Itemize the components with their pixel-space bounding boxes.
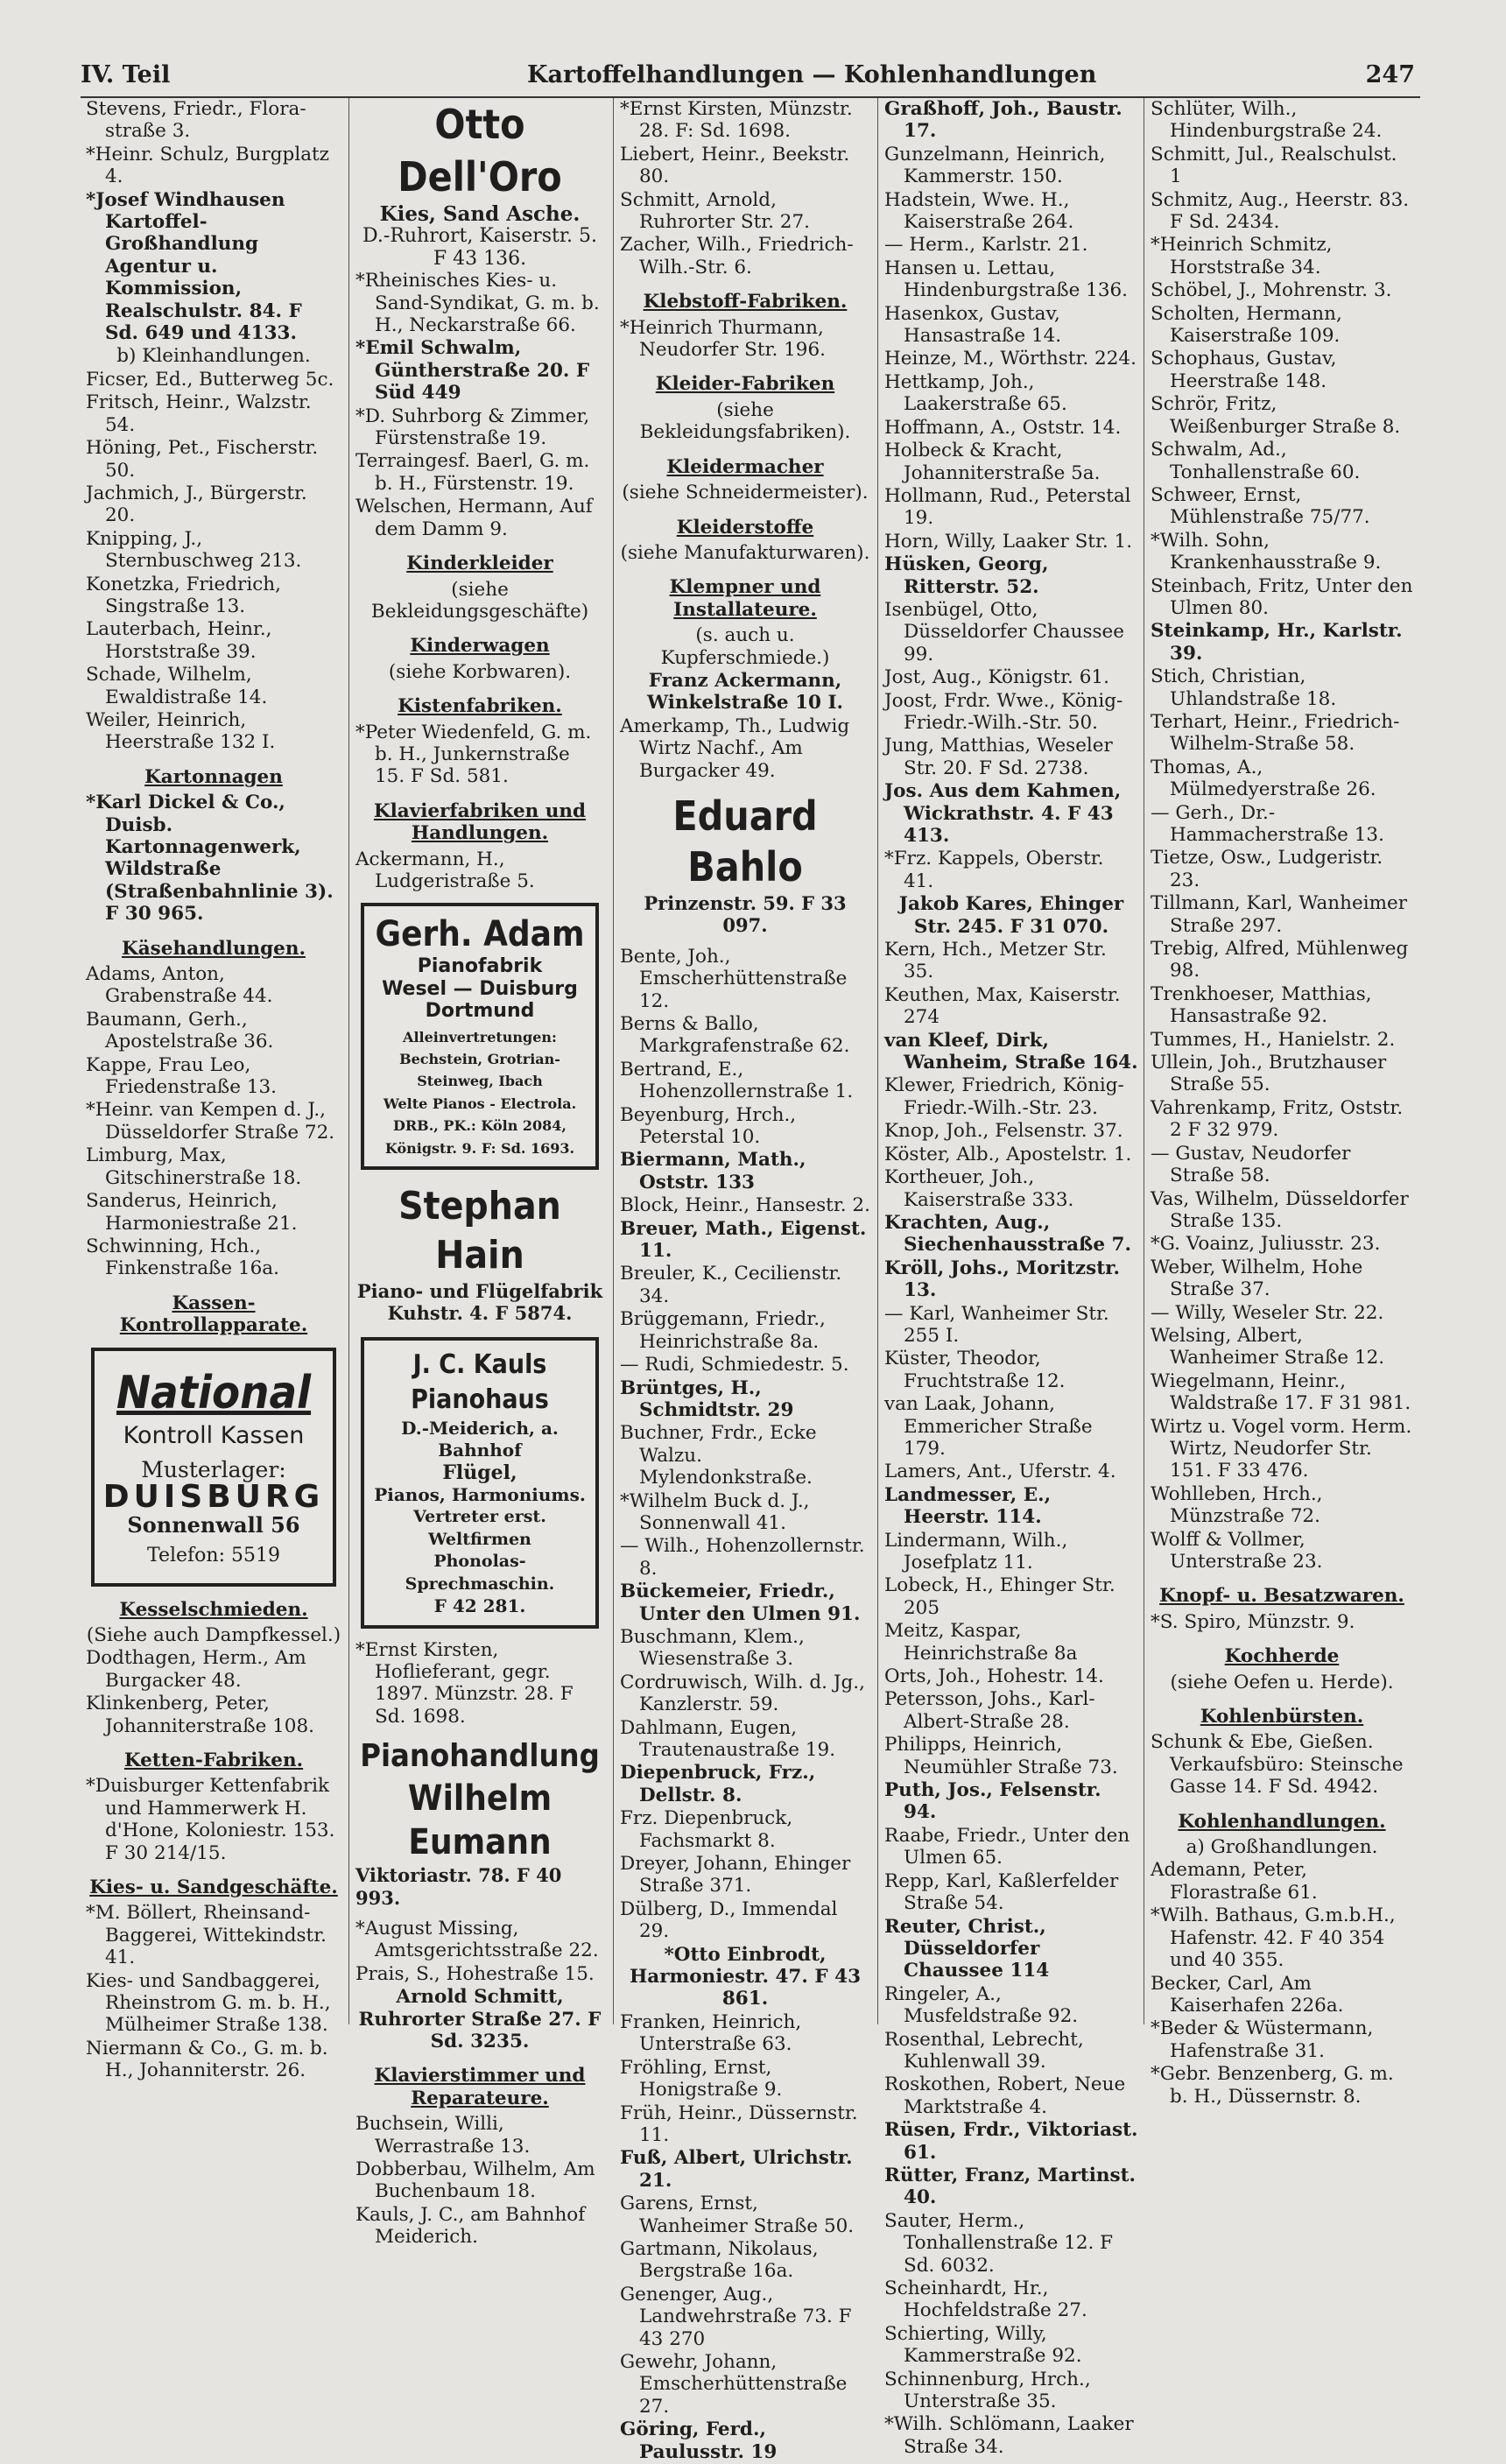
directory-entry: Limburg, Max, Gitschinerstraße 18. [86, 1144, 302, 1189]
directory-entry: Philipps, Heinrich, Neumühler Straße 73. [884, 1734, 1118, 1778]
directory-entry: (siehe Bekleidungsgeschäfte) [370, 578, 589, 623]
directory-entry: Franken, Heinrich, Unterstraße 63. [620, 2010, 802, 2056]
directory-entry: Dodthagen, Herm., Am Burgacker 48. [86, 1647, 306, 1692]
section-heading: Kochherde [1224, 1645, 1340, 1668]
directory-entry: Hansen u. Lettau, Hindenburgstraße 136. [884, 257, 1129, 302]
column-3 [620, 98, 870, 2464]
directory-entry: Bertrand, E., Hohenzollernstraße 1. [620, 1058, 854, 1103]
page-number: 247 [1365, 61, 1415, 88]
section-heading: Kinderwagen [410, 635, 550, 658]
directory-entry: Vas, Wilhelm, Düsseldorfer Straße 135. [1151, 1187, 1409, 1232]
directory-entry: Breuler, K., Cecilienstr. 34. [620, 1263, 842, 1307]
directory-entry: Schmitz, Aug., Heerstr. 83. F Sd. 2434. [1151, 188, 1410, 234]
section-heading: Kistenfabriken. [398, 695, 562, 718]
ad-line: Eduard Bahlo [672, 792, 818, 891]
directory-entry: Wolff & Vollmer, Unterstraße 23. [1151, 1528, 1323, 1573]
directory-entry: Raabe, Friedr., Unter den Ulmen 65. [884, 1824, 1130, 1869]
directory-entry: Petersson, Johs., Karl-Albert-Straße 28. [884, 1688, 1095, 1733]
directory-entry: Höning, Pet., Fischerstr. 50. [86, 437, 319, 482]
column-5 [1151, 98, 1413, 2108]
column-rule [348, 98, 349, 2024]
directory-entry: *Heinrich Schmitz, Horststraße 34. [1151, 234, 1333, 278]
directory-entry: Lobeck, H., Ehinger Str. 205 [884, 1574, 1115, 1619]
directory-entry: Fuß, Albert, Ulrichstr. 21. [620, 2147, 853, 2192]
directory-entry: Horn, Willy, Laaker Str. 1. [884, 530, 1133, 553]
directory-entry: Steinkamp, Hr., Karlstr. 39. [1151, 620, 1403, 665]
directory-entry: Joost, Frdr. Wwe., König-Friedr.-Wilh.-Str. 50. [884, 689, 1123, 734]
directory-entry: (siehe Oefen u. Herde). [1170, 1671, 1394, 1693]
directory-entry: Gunzelmann, Heinrich, Kammerstr. 150. [884, 143, 1106, 188]
directory-entry: Kern, Hch., Metzer Str. 35. [884, 939, 1107, 983]
ad-line: Königstr. 9. F: Sd. 1693. [384, 1139, 575, 1157]
section-heading: Kohlenhandlungen. [1178, 1810, 1386, 1833]
directory-entry: Küster, Theodor, Fruchtstraße 12. [884, 1348, 1066, 1392]
directory-entry: Hettkamp, Joh., Laakerstraße 65. [884, 370, 1067, 416]
directory-entry: Beyenburg, Hrch., Peterstal 10. [620, 1103, 797, 1149]
directory-entry: Franz Ackermann, Winkelstraße 10 I. [646, 669, 844, 715]
directory-entry: van Laak, Johann, Emmericher Straße 179. [884, 1393, 1093, 1460]
ad-line: Stephan Hain [398, 1184, 561, 1278]
column-2 [355, 98, 604, 2249]
directory-entry: Köster, Alb., Apostelstr. 1. [884, 1143, 1132, 1165]
directory-entry: Schlüter, Wilh., Hindenburgstraße 24. [1151, 98, 1383, 143]
directory-entry: Ackermann, H., Ludgeristraße 5. [355, 848, 535, 892]
directory-entry: Keuthen, Max, Kaiserstr. 274 [884, 983, 1121, 1029]
directory-entry: Göring, Ferd., Paulusstr. 19 [620, 2418, 778, 2463]
ad-line: DRB., PK.: Köln 2084, [393, 1117, 567, 1135]
directory-entry: Brüntges, H., Schmidtstr. 29 [620, 1376, 794, 1421]
ad-line: Pianofabrik [417, 955, 543, 978]
ad-line: Viktoriastr. 78. F 40 993. [355, 1864, 562, 1909]
running-title: Kartoffelhandlungen — Kohlenhandlungen [527, 61, 1097, 88]
section-heading: Käsehandlungen. [122, 937, 306, 960]
ad-line: Phonolas-Sprechmaschin. [405, 1552, 555, 1594]
section-heading: Klebstoff-Fabriken. [643, 291, 848, 313]
directory-entry: *S. Spiro, Münzstr. 9. [1151, 1610, 1355, 1633]
directory-entry: Kröll, Johs., Moritzstr. 13. [884, 1257, 1121, 1302]
directory-entry: *Rheinisches Kies- u. Sand-Syndikat, G. m. b. H., Neckarstraße 66. [355, 270, 600, 337]
directory-entry: Krachten, Aug., Siechenhausstraße 7. [884, 1211, 1131, 1257]
directory-entry: Rütter, Franz, Martinst. 40. [884, 2164, 1137, 2209]
directory-entry: *August Missing, Amtsgerichtsstraße 22. [355, 1917, 599, 1962]
section-heading: Kartonnagen [144, 765, 283, 788]
directory-entry: Schwalm, Ad., Tonhallenstraße 60. [1151, 439, 1361, 483]
section-label: IV. Teil [81, 61, 171, 88]
directory-entry: Sauter, Herm., Tonhallenstraße 12. F Sd. 6032. [884, 2209, 1114, 2277]
directory-entry: Welsing, Albert, Wanheimer Straße 12. [1151, 1324, 1385, 1369]
directory-entry: *Gebr. Benzenberg, G. m. b. H., Düssernstr. 8. [1151, 2063, 1394, 2108]
directory-entry: Gartmann, Nikolaus, Bergstraße 16a. [620, 2237, 819, 2283]
directory-entry: Buschmann, Klem., Wiesenstraße 3. [620, 1625, 805, 1671]
directory-entry: Kortheuer, Joh., Kaiserstraße 333. [884, 1166, 1074, 1211]
kauls-ad [361, 1337, 599, 1629]
section-heading: Kohlenbürsten. [1200, 1706, 1364, 1728]
national-ad [91, 1348, 336, 1587]
directory-entry: Wohlleben, Hrch., Münzstraße 72. [1151, 1482, 1323, 1528]
ad-line: Pianos, Harmoniums. [374, 1484, 586, 1506]
directory-entry: Hasenkox, Gustav, Hansastraße 14. [884, 302, 1062, 348]
directory-entry: *Ernst Kirsten, Münzstr. 28. F: Sd. 1698. [620, 98, 853, 143]
column-1 [86, 98, 341, 2083]
directory-entry: Vahrenkamp, Fritz, Oststr. 2 F 32 979. [1151, 1096, 1404, 1142]
ad-line: F 43 136. [433, 247, 527, 270]
column-rule [613, 98, 614, 2024]
hain-ad [355, 1182, 604, 1325]
directory-entry: *Frz. Kappels, Oberstr. 41. [884, 848, 1104, 892]
directory-entry: Früh, Heinr., Düssernstr. 11. [620, 2101, 858, 2146]
directory-entry: Terhart, Heinr., Friedrich-Wilhelm-Straße 58. [1151, 710, 1400, 756]
section-heading: Ketten-Fabriken. [123, 1749, 304, 1771]
ad-line: Pianohandlung [360, 1738, 600, 1775]
directory-entry: Wiegelmann, Heinr., Waldstraße 17. F 31 981. [1151, 1369, 1411, 1415]
ad-line: D.-Ruhrort, Kaiserstr. 5. [362, 225, 597, 248]
ad-line: Wilhelm Eumann [407, 1778, 552, 1863]
directory-entry: — Gustav, Neudorfer Straße 58. [1151, 1142, 1351, 1187]
directory-entry: Adams, Anton, Grabenstraße 44. [86, 963, 273, 1008]
directory-entry: (siehe Schneidermeister). [622, 482, 869, 504]
national-logo: National [116, 1366, 312, 1419]
directory-entry: Wirtz u. Vogel vorm. Herm. Wirtz, Neudorfer Str. 151. F 33 476. [1151, 1415, 1412, 1482]
directory-entry: Ullein, Joh., Brutzhauser Straße 55. [1151, 1052, 1387, 1096]
directory-entry: *Beder & Wüstermann, Hafenstraße 31. [1151, 2017, 1374, 2062]
directory-entry: a) Großhandlungen. [1186, 1836, 1378, 1859]
directory-entry: *Karl Dickel & Co., Duisb. Kartonnagenwerk, Wildstraße (Straßenbahnlinie 3). F 30 965. [86, 792, 334, 926]
directory-entry: Brüggemann, Friedr., Heinrichstraße 8a. [620, 1308, 826, 1353]
directory-entry: Jos. Aus dem Kahmen, Wickrathstr. 4. F 43 413. [884, 780, 1122, 847]
directory-entry: (siehe Bekleidungsfabriken). [639, 398, 851, 444]
directory-entry: Stevens, Friedr., Flora-straße 3. [86, 98, 306, 143]
directory-entry: Diepenbruck, Frz., Dellstr. 8. [620, 1762, 816, 1806]
ad-line: Kontroll Kassen [123, 1421, 305, 1449]
directory-entry: Tillmann, Karl, Wanheimer Straße 297. [1151, 892, 1407, 937]
directory-entry: *G. Voainz, Juliusstr. 23. [1151, 1233, 1381, 1256]
directory-entry: Schweer, Ernst, Mühlenstraße 75/77. [1151, 483, 1370, 529]
directory-entry: Baumann, Gerh., Apostelstraße 36. [86, 1008, 274, 1053]
directory-entry: Scheinhardt, Hr., Hochfeldstraße 27. [884, 2277, 1087, 2322]
directory-entry: — Wilh., Hohenzollernstr. 8. [620, 1535, 865, 1580]
directory-entry: *Peter Wiedenfeld, G. m. b. H., Junkernstraße 15. F Sd. 581. [355, 721, 592, 788]
directory-entry: Rüsen, Frdr., Viktoriast. 61. [884, 2119, 1138, 2164]
ad-line: Sonnenwall 56 [127, 1511, 300, 1538]
ad-line: Prinzenstr. 59. F 33 097. [644, 891, 847, 937]
directory-entry: Tummes, H., Hanielstr. 2. [1151, 1028, 1396, 1051]
directory-entry: Berns & Ballo, Markgrafenstraße 62. [620, 1013, 850, 1058]
directory-entry: — Karl, Wanheimer Str. 255 I. [884, 1302, 1109, 1347]
directory-entry: Dülberg, D., Immendal 29. [620, 1897, 838, 1943]
directory-entry: (Siehe auch Dampfkessel.) [86, 1623, 341, 1646]
directory-entry: Buchner, Frdr., Ecke Walzu. Mylendonkstraße. [620, 1422, 817, 1489]
directory-entry: *Heinrich Thurmann, Neudorfer Str. 196. [620, 316, 826, 362]
directory-entry: Jung, Matthias, Weseler Str. 20. F Sd. 2738. [884, 735, 1113, 779]
directory-entry: Schmitt, Jul., Realschulst. 1 [1151, 143, 1397, 188]
directory-entry: Schinnenburg, Hrch., Unterstraße 35. [884, 2368, 1091, 2413]
ad-line: Welte Pianos - Electrola. [383, 1095, 577, 1112]
ad-line: Piano- und Flügelfabrik [356, 1280, 603, 1303]
directory-entry: *Wilhelm Buck d. J., Sonnenwall 41. [620, 1489, 810, 1534]
directory-entry: Trenkhoeser, Matthias, Hansastraße 92. [1151, 982, 1372, 1028]
directory-entry: Repp, Karl, Kaßlerfelder Straße 54. [884, 1869, 1119, 1915]
directory-entry: Welschen, Hermann, Auf dem Damm 9. [355, 496, 593, 540]
ad-line: D.-Meiderich, a. Bahnhof [401, 1417, 559, 1461]
bahlo-ad [620, 791, 870, 937]
page-header [81, 54, 1420, 98]
directory-entry: Meitz, Kaspar, Heinrichstraße 8a [884, 1620, 1078, 1665]
section-heading: Kleiderstoffe [676, 516, 814, 539]
directory-entry: Sanderus, Heinrich, Harmoniestraße 21. [86, 1190, 298, 1235]
directory-entry: Biermann, Math., Oststr. 133 [620, 1149, 806, 1193]
directory-entry: Graßhoff, Joh., Baustr. 17. [884, 98, 1122, 143]
directory-entry: Genenger, Aug., Landwehrstraße 73. F 43 270 [620, 2283, 852, 2350]
ad-line: Telefon: 5519 [147, 1545, 280, 1567]
directory-entry: b) Kleinhandlungen. [116, 345, 311, 368]
section-heading: Klavierstimmer und Reparateure. [374, 2065, 586, 2109]
directory-entry: Buchsein, Willi, Werrastraße 13. [355, 2113, 531, 2158]
directory-entry: *Josef Windhausen Kartoffel-Großhandlung Agentur u. Kommission, Realschulstr. 84. F Sd. 649 und 4133. [86, 188, 302, 345]
directory-entry: Lindermann, Wilh., Josefplatz 11. [884, 1529, 1068, 1573]
directory-entry: Becker, Carl, Am Kaiserhafen 226a. [1151, 1972, 1344, 2017]
directory-entry: Dobberbau, Wilhelm, Am Buchenbaum 18. [355, 2158, 595, 2203]
directory-entry: Scholten, Hermann, Kaiserstraße 109. [1151, 302, 1342, 348]
directory-entry: *Heinr. van Kempen d. J., Düsseldorfer Straße 72. [86, 1099, 335, 1144]
directory-entry: Hoffmann, A., Oststr. 14. [884, 416, 1122, 439]
directory-entry: Puth, Jos., Felsenstr. 94. [884, 1779, 1101, 1824]
directory-entry: *Wilh. Schlömann, Laaker Straße 34. [884, 2413, 1134, 2458]
directory-entry: Schade, Wilhelm, Ewaldistraße 14. [86, 664, 268, 708]
directory-entry: Landmesser, E., Heerstr. 114. [884, 1483, 1052, 1529]
directory-entry: Jost, Aug., Königstr. 61. [884, 666, 1109, 689]
directory-entry: Dahlmann, Eugen, Trautenaustraße 19. [620, 1716, 836, 1761]
directory-entry: Dreyer, Johann, Ehinger Straße 371. [620, 1853, 851, 1897]
directory-entry: Hüsken, Georg, Ritterstr. 52. [884, 553, 1049, 598]
directory-entry: Bückemeier, Friedr., Unter den Ulmen 91. [620, 1580, 861, 1625]
directory-entry: Amerkamp, Th., Ludwig Wirtz Nachf., Am Burgacker 49. [620, 715, 850, 782]
section-heading: Kleidermacher [666, 455, 824, 478]
ad-line: F 42 281. [433, 1595, 526, 1617]
directory-entry: Block, Heinr., Hansestr. 2. [620, 1194, 870, 1217]
directory-entry: Schöbel, J., Mohrenstr. 3. [1151, 279, 1392, 302]
eumann-ad [355, 1736, 604, 1909]
section-heading: Kinderkleider [406, 553, 553, 575]
directory-entry: Lauterbach, Heinr., Horststraße 39. [86, 618, 272, 663]
directory-entry: (siehe Korbwaren). [388, 660, 572, 683]
section-heading: Kies- u. Sandgeschäfte. [89, 1876, 338, 1899]
ad-line: J. C. Kauls Pianohaus [411, 1348, 549, 1415]
directory-entry: Hadstein, Wwe. H., Kaiserstraße 264. [884, 188, 1074, 234]
directory-entry: Trebig, Alfred, Mühlenweg 98. [1151, 938, 1409, 982]
adam-ad [361, 903, 599, 1170]
directory-entry: Orts, Joh., Hohestr. 14. [884, 1665, 1104, 1688]
directory-entry: Arnold Schmitt, Ruhrorter Straße 27. F Sd. 3235. [358, 1986, 602, 2052]
section-heading: Kleider-Fabriken [655, 373, 835, 396]
directory-entry: Fröhling, Ernst, Honigstraße 9. [620, 2056, 783, 2101]
directory-entry: Ringeler, A., Musfeldstraße 92. [884, 1982, 1079, 2028]
directory-entry: Niermann & Co., G. m. b. H., Johanniterstr. 26. [86, 2037, 328, 2082]
directory-entry: *Duisburger Kettenfabrik und Hammerwerk H. d'Hone, Koloniestr. 153. F 30 214/15. [86, 1775, 335, 1864]
directory-entry: *M. Böllert, Rheinsand-Baggerei, Wittekindstr. 41. [86, 1902, 327, 1969]
ad-line: Kies, Sand Asche. [379, 202, 581, 226]
directory-entry: Hollmann, Rud., Peterstal 19. [884, 484, 1131, 530]
directory-entry: Reuter, Christ., Düsseldorfer Chaussee 114 [884, 1915, 1050, 1982]
directory-entry: Cordruwisch, Wilh. d. Jg., Kanzlerstr. 59. [620, 1671, 865, 1716]
directory-entry: (s. auch u. Kupferschmiede.) [660, 624, 830, 669]
directory-entry: Konetzka, Friedrich, Singstraße 13. [86, 573, 281, 617]
ad-line: Bechstein, Grotrian-Steinweg, Ibach [399, 1051, 560, 1090]
directory-entry: Steinbach, Fritz, Unter den Ulmen 80. [1151, 574, 1413, 619]
ad-line: Vertreter erst. Weltfirmen [413, 1507, 546, 1549]
directory-entry: Zacher, Wilh., Friedrich-Wilh.-Str. 6. [620, 234, 854, 278]
section-heading: Kassen-Kontrollapparate. [119, 1292, 308, 1337]
directory-entry: *Otto Einbrodt, Harmoniestr. 47. F 43 861. [629, 1943, 862, 2010]
directory-entry: Schunk & Ebe, Gießen. Verkaufsbüro: Steinsche Gasse 14. F Sd. 4942. [1151, 1731, 1404, 1799]
directory-entry: Rosenthal, Lebrecht, Kuhlenwall 39. [884, 2028, 1084, 2073]
directory-entry: Jachmich, J., Bürgerstr. 20. [86, 482, 307, 527]
directory-entry: Frz. Diepenbruck, Fachsmarkt 8. [620, 1807, 793, 1852]
directory-entry: Holbeck & Kracht, Johanniterstraße 5a. [884, 440, 1101, 484]
section-heading: Klavierfabriken und Handlungen. [373, 799, 587, 845]
directory-entry: Weber, Wilhelm, Hohe Straße 37. [1151, 1256, 1363, 1301]
directory-entry: Kies- und Sandbaggerei, Rheinstrom G. m. b. H., Mülheimer Straße 138. [86, 1969, 331, 2037]
directory-entry: Stich, Christian, Uhlandstraße 18. [1151, 665, 1337, 710]
section-heading: Knopf- u. Besatzwaren. [1159, 1585, 1404, 1608]
ad-line: DUISBURG [102, 1479, 325, 1516]
directory-entry: Klewer, Friedrich, König-Friedr.-Wilh.-Str. 23. [884, 1074, 1124, 1119]
directory-entry: Kappe, Frau Leo, Friedenstraße 13. [86, 1053, 278, 1099]
directory-entry: Thomas, A., Mülmedyerstraße 26. [1151, 756, 1376, 801]
directory-entry: Jakob Kares, Ehinger Str. 245. F 31 070. [898, 893, 1124, 938]
directory-entry: Klinkenberg, Peter, Johanniterstraße 108. [86, 1693, 314, 1737]
directory-entry: — Willy, Weseler Str. 22. [1151, 1301, 1384, 1324]
ad-line: Musterlager: [141, 1456, 286, 1482]
directory-entry: Roskothen, Robert, Neue Marktstraße 4. [884, 2073, 1126, 2118]
directory-entry: Weiler, Heinrich, Heerstraße 132 I. [86, 708, 276, 754]
directory-entry: Lamers, Ant., Uferstr. 4. [884, 1461, 1116, 1483]
dell-oro-ad [355, 98, 604, 270]
ad-line: Gerh. Adam [375, 914, 585, 955]
directory-entry: *Wilh. Bathaus, G.m.b.H., Hafenstr. 42. F 40 354 und 40 355. [1151, 1904, 1396, 1972]
directory-entry: — Rudi, Schmiedestr. 5. [620, 1354, 849, 1376]
directory-entry: *Heinr. Schulz, Burgplatz 4. [86, 143, 329, 188]
directory-entry: Schophaus, Gustav, Heerstraße 148. [1151, 348, 1337, 392]
ad-line: Otto Dell'Oro [398, 101, 562, 201]
directory-entry: Prais, S., Hohestraße 15. [355, 1962, 595, 1985]
directory-entry: Schwinning, Hch., Finkenstraße 16a. [86, 1235, 279, 1280]
directory-entry: Schmitt, Arnold, Ruhrorter Str. 27. [620, 188, 811, 234]
column-4 [884, 98, 1138, 2459]
ad-line: Alleinvertretungen: [403, 1028, 557, 1045]
directory-entry: (siehe Manufakturwaren). [620, 541, 870, 564]
directory-entry: Schierting, Willy, Kammerstraße 92. [884, 2322, 1082, 2368]
directory-entry: Breuer, Math., Eigenst. 11. [620, 1217, 867, 1263]
section-heading: Kesselschmieden. [119, 1598, 308, 1621]
directory-entry: Schrör, Fritz, Weißenburger Straße 8. [1151, 393, 1401, 438]
directory-entry: — Gerh., Dr.-Hammacherstraße 13. [1151, 801, 1384, 846]
directory-entry: Isenbügel, Otto, Düsseldorfer Chaussee 99. [884, 598, 1125, 665]
directory-entry: Gewehr, Johann, Emscherhüttenstraße 27. [620, 2350, 848, 2418]
directory-entry: Terraingesf. Baerl, G. m. b. H., Fürstenstr. 19. [355, 450, 590, 495]
column-rule [877, 98, 878, 2024]
directory-entry: Kauls, J. C., am Bahnhof Meiderich. [355, 2203, 586, 2249]
directory-entry: Fritsch, Heinr., Walzstr. 54. [86, 391, 312, 436]
ad-line: Kuhstr. 4. F 5874. [387, 1302, 573, 1325]
directory-entry: Knipping, J., Sternbuschweg 213. [86, 527, 302, 573]
section-heading: Klempner und Installateure. [669, 576, 821, 621]
directory-entry: Tietze, Osw., Ludgeristr. 23. [1151, 847, 1383, 891]
directory-entry: Ademann, Peter, Florastraße 61. [1151, 1859, 1318, 1904]
directory-entry: van Kleef, Dirk, Wanheim, Straße 164. [884, 1029, 1138, 1074]
directory-entry: *Wilh. Sohn, Krankenhausstraße 9. [1151, 529, 1382, 574]
ad-line: Dortmund [425, 1000, 535, 1023]
directory-entry: — Herm., Karlstr. 21. [884, 234, 1088, 257]
directory-entry: Knop, Joh., Felsenstr. 37. [884, 1120, 1123, 1143]
ad-line: Flügel, [442, 1461, 517, 1484]
directory-entry: Heinze, M., Wörthstr. 224. [884, 348, 1137, 370]
directory-entry: *Ernst Kirsten, Hoflieferant, gegr. 1897. Münzstr. 28. F Sd. 1698. [355, 1638, 574, 1728]
directory-entry: Garens, Ernst, Wanheimer Straße 50. [620, 2193, 855, 2237]
directory-entry: Ficser, Ed., Butterweg 5c. [86, 368, 334, 391]
directory-entry: Bente, Joh., Emscherhüttenstraße 12. [620, 945, 848, 1012]
ad-line: Wesel — Duisburg [382, 977, 578, 1000]
directory-entry: Liebert, Heinr., Beekstr. 80. [620, 143, 850, 188]
directory-entry: *Emil Schwalm, Güntherstraße 20. F Süd 449 [355, 337, 590, 405]
directory-entry: *D. Suhrborg & Zimmer, Fürstenstraße 19. [355, 405, 590, 450]
